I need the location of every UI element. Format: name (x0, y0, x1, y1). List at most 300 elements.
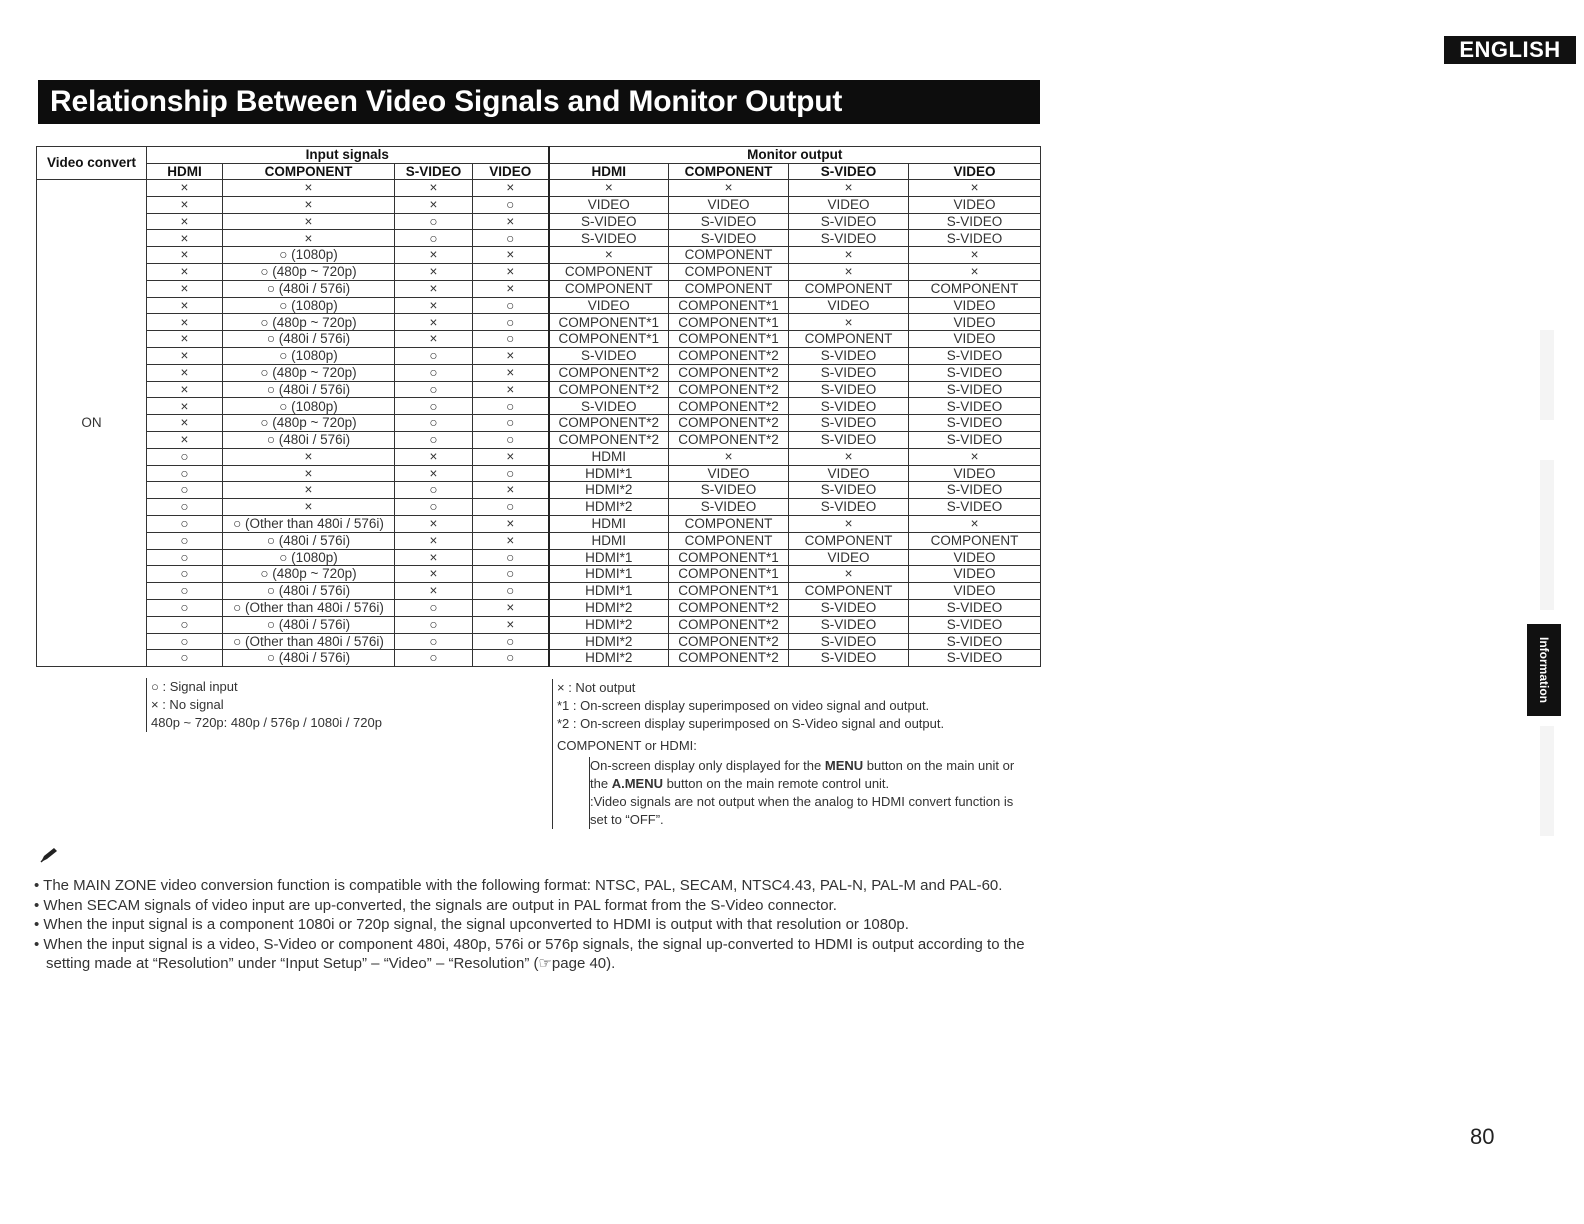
table-cell: ○ (473, 499, 549, 516)
table-cell: COMPONENT (669, 247, 789, 264)
table-cell: × (789, 180, 909, 197)
table-row (37, 331, 1041, 348)
table-cell: × (223, 499, 395, 516)
table-cell: × (789, 515, 909, 532)
column-header: S-VIDEO (789, 163, 909, 180)
table-cell: HDMI*1 (549, 549, 669, 566)
table-row (37, 280, 1041, 297)
table-cell: S-VIDEO (789, 482, 909, 499)
legend-item: 480p ~ 720p: 480p / 576p / 1080i / 720p (151, 715, 382, 730)
table-cell: ○ (147, 583, 223, 600)
table-cell: × (147, 247, 223, 264)
table-cell: × (147, 381, 223, 398)
table-row (37, 213, 1041, 230)
legend-output-notes (552, 679, 1014, 829)
table-cell: × (147, 415, 223, 432)
table-cell: ○ (395, 616, 473, 633)
table-cell: ○ (395, 213, 473, 230)
table-row (37, 549, 1041, 566)
table-cell: ○ (147, 599, 223, 616)
table-cell: ○ (473, 196, 549, 213)
table-cell: COMPONENT*2 (549, 415, 669, 432)
table-cell: COMPONENT*1 (669, 297, 789, 314)
amenu-note-pre: the (590, 776, 612, 791)
table-cell: S-VIDEO (909, 482, 1041, 499)
table-cell: COMPONENT*2 (669, 633, 789, 650)
table-cell: × (395, 263, 473, 280)
table-cell: ○ (480i / 576i) (223, 431, 395, 448)
table-cell: COMPONENT (549, 280, 669, 297)
table-cell: S-VIDEO (909, 398, 1041, 415)
page-number: 80 (1470, 1124, 1495, 1149)
table-cell: ○ (395, 364, 473, 381)
column-header-row (37, 163, 1041, 180)
table-cell: ○ (473, 431, 549, 448)
table-cell: × (473, 180, 549, 197)
table-cell: × (473, 280, 549, 297)
notes-list (34, 876, 1034, 974)
table-cell: HDMI (549, 448, 669, 465)
table-row (37, 650, 1041, 667)
table-body (37, 180, 1041, 667)
table-cell: ○ (480p ~ 720p) (223, 314, 395, 331)
menu-button-label: MENU (824, 758, 864, 773)
table-cell: × (147, 331, 223, 348)
table-cell: × (223, 213, 395, 230)
table-cell: ○ (147, 515, 223, 532)
table-cell: ○ (395, 499, 473, 516)
table-cell: S-VIDEO (909, 650, 1041, 667)
table-cell: S-VIDEO (549, 230, 669, 247)
amenu-button-label: A.MENU (611, 776, 663, 791)
table-row (37, 347, 1041, 364)
table-cell: COMPONENT*1 (669, 314, 789, 331)
section-tab-label: Information (1537, 637, 1551, 703)
table-cell: HDMI (549, 532, 669, 549)
table-cell: COMPONENT (789, 583, 909, 600)
amenu-note-post: button on the main remote control unit. (662, 776, 890, 791)
table-cell: COMPONENT (789, 532, 909, 549)
table-cell: ○ (480i / 576i) (223, 583, 395, 600)
table-cell: × (147, 364, 223, 381)
table-cell: COMPONENT*2 (669, 398, 789, 415)
table-cell: COMPONENT (789, 331, 909, 348)
table-cell: × (223, 465, 395, 482)
table-row (37, 482, 1041, 499)
table-cell: ○ (395, 347, 473, 364)
table-cell: ○ (473, 465, 549, 482)
table-cell: S-VIDEO (549, 398, 669, 415)
table-cell: × (395, 297, 473, 314)
table-cell: ○ (1080p) (223, 549, 395, 566)
table-cell: COMPONENT (669, 532, 789, 549)
table-cell: HDMI*2 (549, 482, 669, 499)
table-cell: ○ (473, 398, 549, 415)
table-cell: S-VIDEO (789, 499, 909, 516)
amenu-note (590, 775, 1014, 793)
table-cell: COMPONENT (669, 280, 789, 297)
table-cell: ○ (395, 633, 473, 650)
table-cell: S-VIDEO (909, 633, 1041, 650)
table-cell: S-VIDEO (909, 364, 1041, 381)
table-cell: S-VIDEO (909, 381, 1041, 398)
table-cell: × (473, 599, 549, 616)
table-cell: S-VIDEO (669, 499, 789, 516)
table-cell: S-VIDEO (669, 213, 789, 230)
table-cell: S-VIDEO (549, 213, 669, 230)
table-cell: × (395, 314, 473, 331)
table-cell: VIDEO (549, 297, 669, 314)
table-cell: × (147, 280, 223, 297)
table-cell: S-VIDEO (789, 398, 909, 415)
table-cell: ○ (473, 633, 549, 650)
table-cell: VIDEO (669, 465, 789, 482)
table-cell: VIDEO (789, 196, 909, 213)
legend-item: *2 : On-screen display superimposed on S-Video signal and output. (557, 716, 945, 731)
table-cell: × (473, 381, 549, 398)
table-cell: COMPONENT*2 (669, 347, 789, 364)
table-cell: S-VIDEO (669, 230, 789, 247)
video-signal-table (36, 146, 1041, 667)
video-convert-value: ON (37, 180, 147, 667)
table-cell: × (669, 180, 789, 197)
table-cell: ○ (473, 297, 549, 314)
table-cell: S-VIDEO (909, 599, 1041, 616)
table-row (37, 448, 1041, 465)
table-cell: S-VIDEO (909, 347, 1041, 364)
table-cell: COMPONENT*1 (669, 549, 789, 566)
table-cell: COMPONENT*2 (669, 431, 789, 448)
table-cell: ○ (480p ~ 720p) (223, 415, 395, 432)
table-cell: COMPONENT*2 (669, 616, 789, 633)
table-cell: COMPONENT (789, 280, 909, 297)
table-cell: × (473, 347, 549, 364)
table-cell: S-VIDEO (789, 650, 909, 667)
table-cell: S-VIDEO (789, 381, 909, 398)
table-cell: S-VIDEO (789, 616, 909, 633)
monitor-output-header: Monitor output (549, 147, 1041, 164)
table-cell: × (147, 196, 223, 213)
table-row (37, 515, 1041, 532)
table-cell: × (395, 247, 473, 264)
table-cell: ○ (Other than 480i / 576i) (223, 599, 395, 616)
page-title: Relationship Between Video Signals and Monitor Output (38, 80, 1040, 124)
table-cell: ○ (147, 650, 223, 667)
table-cell: ○ (473, 549, 549, 566)
table-cell: VIDEO (909, 297, 1041, 314)
side-tab-faint (1540, 330, 1554, 420)
table-cell: COMPONENT*2 (669, 599, 789, 616)
table-cell: × (395, 549, 473, 566)
table-cell: S-VIDEO (789, 213, 909, 230)
table-row (37, 196, 1041, 213)
table-cell: HDMI*2 (549, 650, 669, 667)
table-row (37, 532, 1041, 549)
table-cell: × (549, 180, 669, 197)
table-cell: × (473, 532, 549, 549)
table-row (37, 599, 1041, 616)
column-header: COMPONENT (223, 163, 395, 180)
table-cell: ○ (147, 482, 223, 499)
language-tab: ENGLISH (1444, 36, 1576, 64)
table-cell: ○ (395, 650, 473, 667)
table-cell: S-VIDEO (789, 633, 909, 650)
column-header: COMPONENT (669, 163, 789, 180)
legend-item: × : Not output (557, 680, 636, 695)
column-header: VIDEO (909, 163, 1041, 180)
table-cell: × (395, 180, 473, 197)
table-cell: ○ (480p ~ 720p) (223, 263, 395, 280)
table-cell: VIDEO (909, 331, 1041, 348)
table-row (37, 381, 1041, 398)
table-row (37, 247, 1041, 264)
menu-note-post: button on the main unit or (863, 758, 1015, 773)
table-cell: COMPONENT*2 (549, 431, 669, 448)
table-cell: ○ (473, 650, 549, 667)
table-cell: S-VIDEO (549, 347, 669, 364)
table-cell: × (473, 364, 549, 381)
table-cell: COMPONENT (669, 263, 789, 280)
table-cell: × (223, 196, 395, 213)
table-cell: ○ (395, 415, 473, 432)
table-cell: × (789, 247, 909, 264)
table-row (37, 180, 1041, 197)
table-cell: × (909, 247, 1041, 264)
table-cell: VIDEO (909, 314, 1041, 331)
table-cell: ○ (147, 465, 223, 482)
component-hdmi-details (589, 757, 1014, 829)
table-cell: × (473, 616, 549, 633)
table-cell: S-VIDEO (789, 431, 909, 448)
table-cell: COMPONENT*2 (549, 381, 669, 398)
table-cell: ○ (480p ~ 720p) (223, 566, 395, 583)
table-cell: VIDEO (909, 549, 1041, 566)
table-cell: ○ (473, 230, 549, 247)
legend-item: × : No signal (151, 697, 224, 712)
table-cell: VIDEO (789, 549, 909, 566)
table-cell: S-VIDEO (789, 599, 909, 616)
table-cell: S-VIDEO (789, 347, 909, 364)
table-cell: S-VIDEO (789, 230, 909, 247)
table-cell: × (147, 263, 223, 280)
table-row (37, 566, 1041, 583)
table-cell: × (223, 482, 395, 499)
table-cell: ○ (473, 331, 549, 348)
table-cell: × (223, 448, 395, 465)
table-cell: VIDEO (909, 583, 1041, 600)
table-row (37, 297, 1041, 314)
table-cell: COMPONENT*1 (669, 566, 789, 583)
table-cell: ○ (Other than 480i / 576i) (223, 633, 395, 650)
table-cell: ○ (480i / 576i) (223, 280, 395, 297)
table-cell: × (147, 213, 223, 230)
table-cell: ○ (147, 549, 223, 566)
table-cell: × (395, 515, 473, 532)
table-cell: VIDEO (789, 465, 909, 482)
side-tab-faint (1540, 726, 1554, 836)
side-tab-faint (1540, 460, 1554, 610)
table-cell: HDMI*1 (549, 583, 669, 600)
table-cell: S-VIDEO (909, 499, 1041, 516)
table-cell: ○ (480i / 576i) (223, 532, 395, 549)
table-cell: ○ (480i / 576i) (223, 381, 395, 398)
table-cell: × (395, 566, 473, 583)
table-cell: COMPONENT*2 (549, 364, 669, 381)
table-cell: COMPONENT (909, 532, 1041, 549)
table-cell: ○ (395, 230, 473, 247)
video-note-line-1: :Video signals are not output when the analog to HDMI convert function is (590, 794, 1014, 809)
table-cell: × (395, 532, 473, 549)
legend-item: *1 : On-screen display superimposed on video signal and output. (557, 698, 930, 713)
table-cell: ○ (147, 448, 223, 465)
table-cell: VIDEO (909, 465, 1041, 482)
table-cell: × (395, 465, 473, 482)
table-cell: ○ (147, 499, 223, 516)
pencil-note-icon (38, 846, 60, 864)
table-row (37, 314, 1041, 331)
table-cell: S-VIDEO (909, 230, 1041, 247)
table-cell: HDMI (549, 515, 669, 532)
table-cell: × (395, 448, 473, 465)
table-cell: HDMI*2 (549, 616, 669, 633)
table-cell: × (147, 314, 223, 331)
column-header: VIDEO (473, 163, 549, 180)
table-cell: × (909, 263, 1041, 280)
input-signals-header: Input signals (147, 147, 549, 164)
table-cell: × (789, 263, 909, 280)
table-row (37, 431, 1041, 448)
table-cell: COMPONENT*1 (669, 331, 789, 348)
table-cell: COMPONENT*2 (669, 650, 789, 667)
table-cell: × (473, 448, 549, 465)
table-cell: × (223, 180, 395, 197)
table-cell: ○ (1080p) (223, 297, 395, 314)
table-cell: × (473, 247, 549, 264)
table-cell: × (395, 196, 473, 213)
table-cell: S-VIDEO (909, 616, 1041, 633)
video-note-line-2: set to “OFF”. (590, 812, 664, 827)
table-cell: × (147, 297, 223, 314)
table-row (37, 263, 1041, 280)
table-cell: × (669, 448, 789, 465)
table-cell: ○ (395, 482, 473, 499)
table-cell: COMPONENT*1 (669, 583, 789, 600)
table-row (37, 398, 1041, 415)
table-cell: HDMI*2 (549, 633, 669, 650)
table-cell: × (473, 213, 549, 230)
column-header: HDMI (549, 163, 669, 180)
section-tab-information[interactable] (1527, 624, 1561, 716)
table-row (37, 364, 1041, 381)
legend-item: ○ : Signal input (151, 679, 238, 694)
table-cell: VIDEO (549, 196, 669, 213)
table-cell: COMPONENT*2 (669, 364, 789, 381)
table-cell: ○ (Other than 480i / 576i) (223, 515, 395, 532)
table-cell: × (147, 230, 223, 247)
table-row (37, 499, 1041, 516)
table-cell: × (395, 331, 473, 348)
table-cell: ○ (147, 616, 223, 633)
table-cell: COMPONENT (909, 280, 1041, 297)
note-item: • When the input signal is a component 1080i or 720p signal, the signal upconverted to HDMI is output with that resolution or 1080p. (34, 915, 1034, 935)
table-row (37, 633, 1041, 650)
note-item: • The MAIN ZONE video conversion function is compatible with the following format: NTSC, PAL, SECAM, NTSC4.43, PAL-N, PAL-M and PAL-60. (34, 876, 1034, 896)
table-cell: HDMI*2 (549, 499, 669, 516)
table-cell: ○ (1080p) (223, 247, 395, 264)
table-cell: S-VIDEO (789, 415, 909, 432)
component-hdmi-heading: COMPONENT or HDMI: (557, 738, 697, 753)
table-cell: × (147, 398, 223, 415)
table-row (37, 465, 1041, 482)
table-cell: × (909, 515, 1041, 532)
table-cell: ○ (395, 381, 473, 398)
table-cell: ○ (147, 633, 223, 650)
table-cell: × (909, 448, 1041, 465)
table-cell: × (789, 448, 909, 465)
table-cell: S-VIDEO (669, 482, 789, 499)
legend-symbols (146, 678, 382, 732)
table-cell: × (147, 180, 223, 197)
table-cell: S-VIDEO (909, 213, 1041, 230)
table-cell: ○ (480p ~ 720p) (223, 364, 395, 381)
table-cell: ○ (480i / 576i) (223, 331, 395, 348)
table-cell: × (473, 515, 549, 532)
table-cell: COMPONENT*2 (669, 415, 789, 432)
column-header: S-VIDEO (395, 163, 473, 180)
note-item: • When the input signal is a video, S-Video or component 480i, 480p, 576i or 576p signals, the signal up-converted to HDMI is output according to the setting made at “Resolution” under “Input Setup” – “Video” – “Resolution” (☞page 40). (34, 935, 1034, 974)
table-cell: × (395, 583, 473, 600)
table-cell: ○ (473, 566, 549, 583)
table-cell: COMPONENT*1 (549, 314, 669, 331)
table-cell: × (789, 314, 909, 331)
table-row (37, 230, 1041, 247)
table-cell: S-VIDEO (789, 364, 909, 381)
table-cell: × (147, 347, 223, 364)
table-cell: × (223, 230, 395, 247)
table-row (37, 583, 1041, 600)
video-convert-header: Video convert (37, 147, 147, 180)
menu-note-pre: On-screen display only displayed for the (590, 758, 825, 773)
table-cell: S-VIDEO (909, 431, 1041, 448)
table-cell: ○ (1080p) (223, 347, 395, 364)
table-cell: HDMI*1 (549, 465, 669, 482)
table-cell: × (789, 566, 909, 583)
table-cell: × (147, 431, 223, 448)
table-cell: VIDEO (909, 566, 1041, 583)
table-cell: × (395, 280, 473, 297)
table-cell: ○ (147, 532, 223, 549)
column-header: HDMI (147, 163, 223, 180)
table-cell: ○ (473, 583, 549, 600)
table-cell: × (909, 180, 1041, 197)
table-cell: VIDEO (789, 297, 909, 314)
table-cell: COMPONENT*2 (669, 381, 789, 398)
table-cell: ○ (480i / 576i) (223, 616, 395, 633)
table-cell: HDMI*1 (549, 566, 669, 583)
table-cell: × (549, 247, 669, 264)
table-cell: VIDEO (669, 196, 789, 213)
table-cell: × (473, 482, 549, 499)
table-cell: ○ (480i / 576i) (223, 650, 395, 667)
table-cell: VIDEO (909, 196, 1041, 213)
table-cell: ○ (147, 566, 223, 583)
table-cell: × (473, 263, 549, 280)
note-item: • When SECAM signals of video input are up-converted, the signals are output in PAL format from the S-Video connector. (34, 896, 1034, 916)
table-row (37, 616, 1041, 633)
menu-note (590, 757, 1014, 775)
table-cell: ○ (473, 415, 549, 432)
table-cell: ○ (395, 599, 473, 616)
